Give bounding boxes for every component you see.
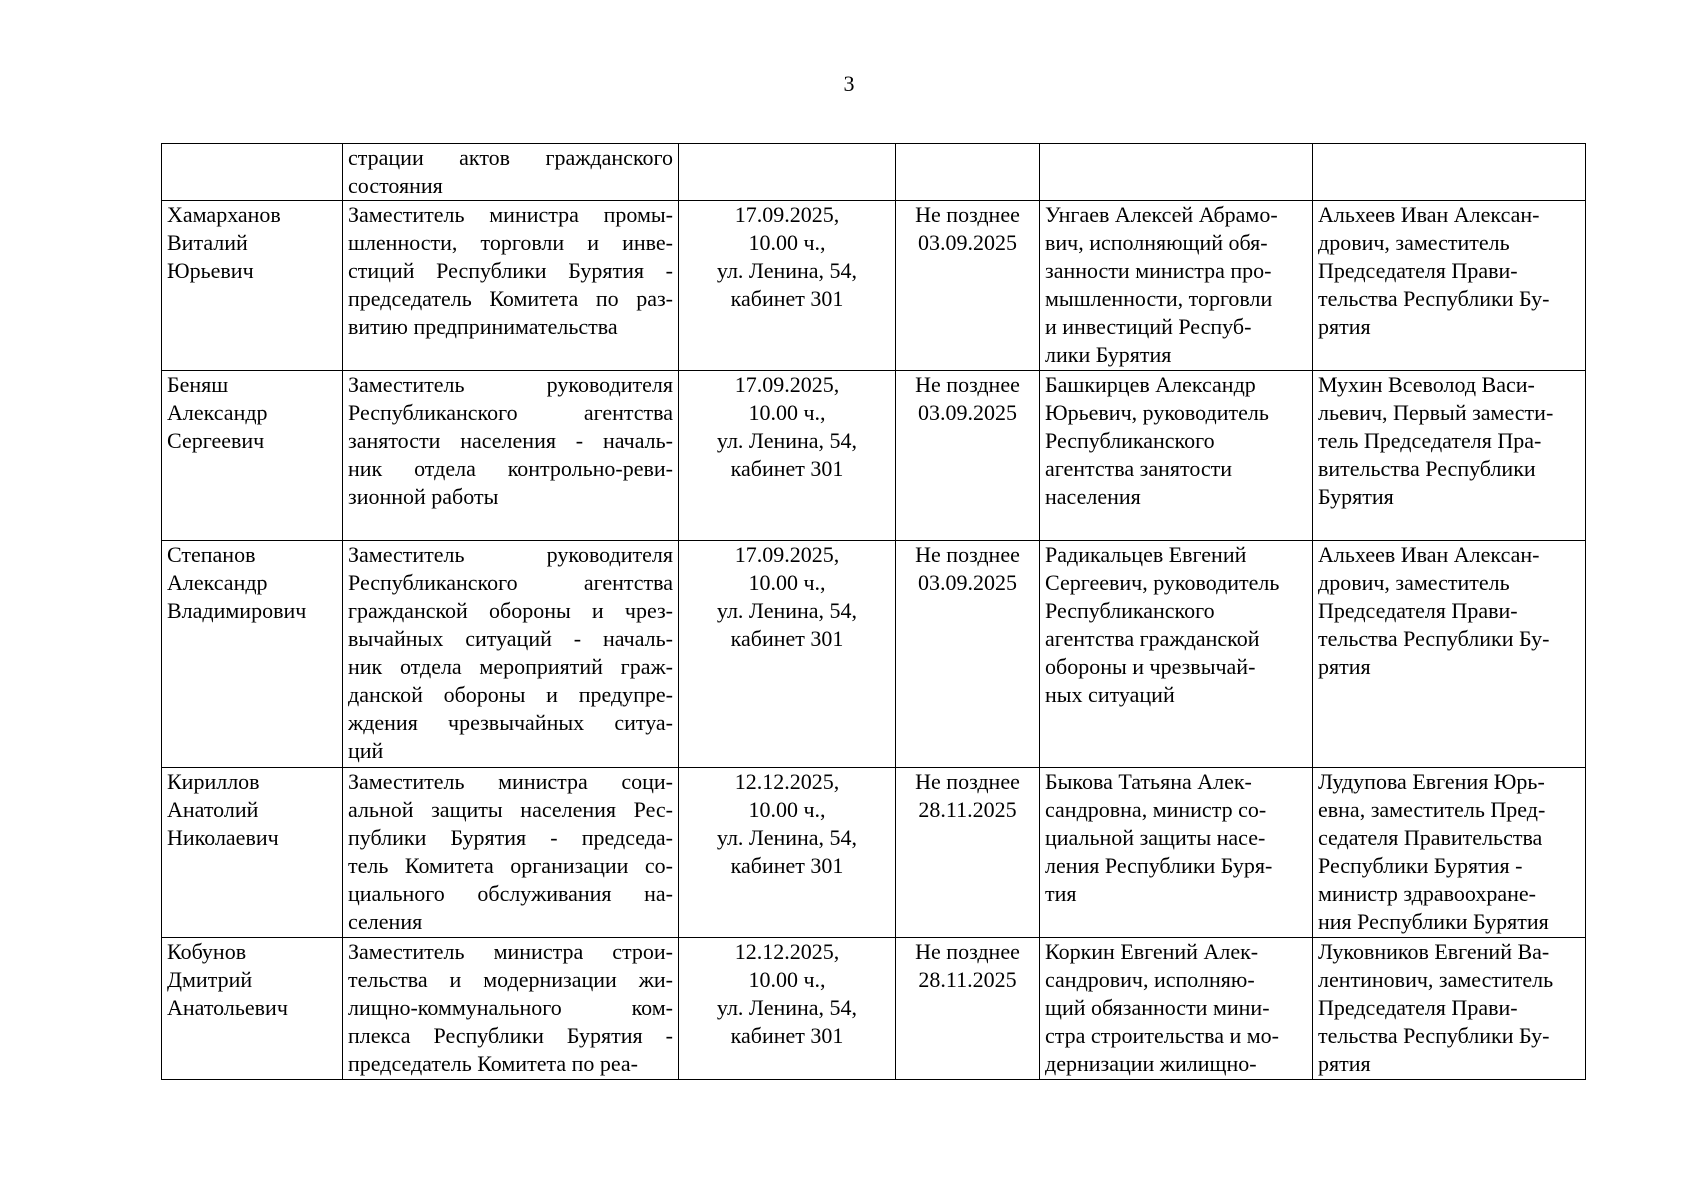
cell-line: Юрьевич, руководитель (1045, 400, 1269, 425)
cell-line: тельства Республики Бу- (1318, 286, 1550, 311)
cell-line: шленности, торговли и инве- (348, 230, 673, 255)
cell-line: министр здравоохране- (1318, 881, 1536, 906)
cell-line: Унгаев Алексей Абрамо- (1045, 202, 1278, 227)
cell-line: Александр (167, 570, 268, 595)
table-body (162, 144, 1586, 1080)
cell-line: плекса Республики Бурятия - (348, 1023, 673, 1048)
cell-position (343, 371, 679, 541)
cell-line: агентства занятости (1045, 456, 1233, 481)
cell-line: страции актов гражданского (348, 145, 673, 170)
cell-position (343, 938, 679, 1080)
cell-line: Луковников Евгений Ва- (1318, 939, 1550, 964)
cell-line: Виталий (167, 230, 248, 255)
cell-line: председатель Комитета по реа- (348, 1051, 639, 1076)
cell-position (343, 541, 679, 768)
cell-line: Мухин Всеволод Васи- (1318, 372, 1535, 397)
cell-line: 28.11.2025 (918, 797, 1017, 822)
cell-line: альной защиты населения Рес- (348, 797, 673, 822)
cell-deputy (1313, 144, 1586, 201)
cell-line: 17.09.2025, (734, 542, 840, 567)
cell-line: данской обороны и предупре- (348, 682, 673, 707)
cell-line: сандрович, исполняю- (1045, 967, 1255, 992)
cell-full-name (162, 541, 343, 768)
cell-line: занятости населения - началь- (348, 428, 673, 453)
cell-line: тель Председателя Пра- (1318, 428, 1542, 453)
cell-line: Радикальцев Евгений (1045, 542, 1247, 567)
cell-line: Альхеев Иван Алексан- (1318, 542, 1540, 567)
cell-deadline (896, 768, 1040, 938)
cell-line: Кобунов (167, 939, 247, 964)
cell-line: ул. Ленина, 54, (716, 598, 858, 623)
cell-line: Анатолий (167, 797, 259, 822)
cell-line: дрович, заместитель (1318, 230, 1510, 255)
cell-line: Не позднее (915, 542, 1020, 567)
cell-full-name (162, 768, 343, 938)
table-row (162, 371, 1586, 541)
cell-line: тельства и модернизации жи- (348, 967, 673, 992)
cell-deadline (896, 371, 1040, 541)
cell-line: тия (1045, 881, 1077, 906)
cell-line: вычайных ситуаций - началь- (348, 626, 673, 651)
cell-deadline (896, 938, 1040, 1080)
cell-line: председатель Комитета по раз- (348, 286, 673, 311)
cell-line: лики Бурятия (1045, 342, 1172, 367)
cell-line: ления Республики Буря- (1045, 853, 1273, 878)
cell-line: ния Республики Бурятия (1318, 909, 1549, 934)
cell-line: Заместитель министра промы- (348, 202, 673, 227)
cell-line: Не позднее (915, 769, 1020, 794)
cell-line: Николаевич (167, 825, 279, 850)
cell-position (343, 768, 679, 938)
cell-line: льевич, Первый замести- (1318, 400, 1554, 425)
cell-line: Кириллов (167, 769, 260, 794)
cell-line: 10.00 ч., (748, 570, 826, 595)
cell-line: Заместитель министра соци- (348, 769, 673, 794)
cell-line: 28.11.2025 (918, 967, 1017, 992)
cell-line: циального обслуживания на- (348, 881, 673, 906)
cell-position (343, 201, 679, 371)
cell-line: Республики Бурятия - (1318, 853, 1523, 878)
cell-line: стиций Республики Бурятия - (348, 258, 673, 283)
cell-line: ул. Ленина, 54, (716, 258, 858, 283)
cell-line: Лудупова Евгения Юрь- (1318, 769, 1545, 794)
table-row (162, 938, 1586, 1080)
cell-line: кабинет 301 (730, 456, 844, 481)
cell-line: ник отдела контрольно-реви- (348, 456, 673, 481)
cell-line: Заместитель руководителя (348, 542, 673, 567)
cell-date-place (679, 371, 896, 541)
cell-line: и инвестиций Респуб- (1045, 314, 1252, 339)
cell-date-place (679, 768, 896, 938)
page-number: 3 (843, 71, 855, 96)
cell-line: Хамарханов (167, 202, 281, 227)
cell-line: 10.00 ч., (748, 797, 826, 822)
cell-deputy (1313, 541, 1586, 768)
cell-line: стра строительства и мо- (1045, 1023, 1279, 1048)
cell-line: 10.00 ч., (748, 967, 826, 992)
cell-line: Дмитрий (167, 967, 253, 992)
cell-line: ул. Ленина, 54, (716, 825, 858, 850)
cell-line: вич, исполняющий обя- (1045, 230, 1268, 255)
cell-line: населения (1045, 484, 1141, 509)
cell-head (1040, 541, 1313, 768)
cell-line: 10.00 ч., (748, 230, 826, 255)
cell-line: 12.12.2025, (734, 939, 840, 964)
cell-line: состояния (348, 173, 443, 198)
cell-full-name (162, 201, 343, 371)
cell-line: циальной защиты насе- (1045, 825, 1266, 850)
cell-date-place (679, 201, 896, 371)
cell-head (1040, 938, 1313, 1080)
cell-line: публики Бурятия - председа- (348, 825, 673, 850)
cell-deadline (896, 144, 1040, 201)
cell-line: Председателя Прави- (1318, 995, 1518, 1020)
cell-full-name (162, 371, 343, 541)
cell-line: 03.09.2025 (918, 400, 1017, 425)
cell-line: щий обязанности мини- (1045, 995, 1270, 1020)
cell-deputy (1313, 768, 1586, 938)
cell-head (1040, 144, 1313, 201)
cell-line: Республиканского агентства (348, 400, 673, 425)
cell-date-place (679, 938, 896, 1080)
cell-line: тельства Республики Бу- (1318, 626, 1550, 651)
cell-full-name (162, 144, 343, 201)
cell-line: дрович, заместитель (1318, 570, 1510, 595)
cell-deputy (1313, 938, 1586, 1080)
schedule-table (161, 143, 1586, 1080)
cell-line: 17.09.2025, (734, 372, 840, 397)
table-row (162, 768, 1586, 938)
cell-line: селения (348, 909, 423, 934)
cell-line: агентства гражданской (1045, 626, 1260, 651)
cell-line: 03.09.2025 (918, 230, 1017, 255)
cell-line: Сергеевич (167, 428, 265, 453)
cell-line: обороны и чрезвычай- (1045, 654, 1256, 679)
cell-line: Беняш (167, 372, 229, 397)
cell-line: Владимирович (167, 598, 307, 623)
cell-deputy (1313, 201, 1586, 371)
cell-line: ций (348, 738, 384, 763)
cell-date-place (679, 541, 896, 768)
table-row (162, 201, 1586, 371)
cell-line: дернизации жилищно- (1045, 1051, 1257, 1076)
cell-line: ул. Ленина, 54, (716, 995, 858, 1020)
cell-line: Альхеев Иван Алексан- (1318, 202, 1540, 227)
cell-line: Республиканского агентства (348, 570, 673, 595)
cell-line: сандровна, министр со- (1045, 797, 1267, 822)
cell-line: евна, заместитель Пред- (1318, 797, 1546, 822)
cell-line: Степанов (167, 542, 256, 567)
cell-line: рятия (1318, 1051, 1371, 1076)
table-row (162, 144, 1586, 201)
cell-line: зионной работы (348, 484, 499, 509)
cell-line: Не позднее (915, 202, 1020, 227)
cell-deadline (896, 541, 1040, 768)
cell-line: Заместитель руководителя (348, 372, 673, 397)
cell-line: мышленности, торговли (1045, 286, 1273, 311)
cell-line: тельства Республики Бу- (1318, 1023, 1550, 1048)
cell-line: Не позднее (915, 372, 1020, 397)
cell-line: ул. Ленина, 54, (716, 428, 858, 453)
cell-line: ждения чрезвычайных ситуа- (348, 710, 673, 735)
cell-line: кабинет 301 (730, 853, 844, 878)
cell-line: Быкова Татьяна Алек- (1045, 769, 1252, 794)
cell-line: лищно-коммунального ком- (348, 995, 673, 1020)
cell-line: рятия (1318, 654, 1371, 679)
cell-line: Председателя Прави- (1318, 258, 1518, 283)
cell-line: кабинет 301 (730, 626, 844, 651)
cell-line: Коркин Евгений Алек- (1045, 939, 1259, 964)
cell-line: вительства Республики (1318, 456, 1536, 481)
cell-line: витию предпринимательства (348, 314, 618, 339)
cell-line: рятия (1318, 314, 1371, 339)
cell-line: Башкирцев Александр (1045, 372, 1256, 397)
cell-line: седателя Правительства (1318, 825, 1543, 850)
cell-line: 03.09.2025 (918, 570, 1017, 595)
cell-line: Бурятия (1318, 484, 1394, 509)
cell-position (343, 144, 679, 201)
cell-line: Юрьевич (167, 258, 254, 283)
cell-head (1040, 201, 1313, 371)
cell-line: кабинет 301 (730, 286, 844, 311)
cell-line: Республиканского (1045, 428, 1215, 453)
cell-line: Сергеевич, руководитель (1045, 570, 1280, 595)
cell-line: ных ситуаций (1045, 682, 1175, 707)
cell-line: Заместитель министра строи- (348, 939, 673, 964)
cell-line: Александр (167, 400, 268, 425)
cell-line: гражданской обороны и чрез- (348, 598, 673, 623)
cell-line: Председателя Прави- (1318, 598, 1518, 623)
cell-full-name (162, 938, 343, 1080)
cell-line: 10.00 ч., (748, 400, 826, 425)
cell-line: тель Комитета организации со- (348, 853, 673, 878)
table-row (162, 541, 1586, 768)
cell-line: Не позднее (915, 939, 1020, 964)
cell-head (1040, 371, 1313, 541)
cell-deadline (896, 201, 1040, 371)
cell-line: 12.12.2025, (734, 769, 840, 794)
cell-line: ник отдела мероприятий граж- (348, 654, 673, 679)
cell-line: Республиканского (1045, 598, 1215, 623)
cell-deputy (1313, 371, 1586, 541)
cell-line: лентинович, заместитель (1318, 967, 1554, 992)
cell-date-place (679, 144, 896, 201)
cell-line: кабинет 301 (730, 1023, 844, 1048)
cell-line: 17.09.2025, (734, 202, 840, 227)
cell-line: Анатольевич (167, 995, 288, 1020)
cell-line: занности министра про- (1045, 258, 1272, 283)
cell-head (1040, 768, 1313, 938)
